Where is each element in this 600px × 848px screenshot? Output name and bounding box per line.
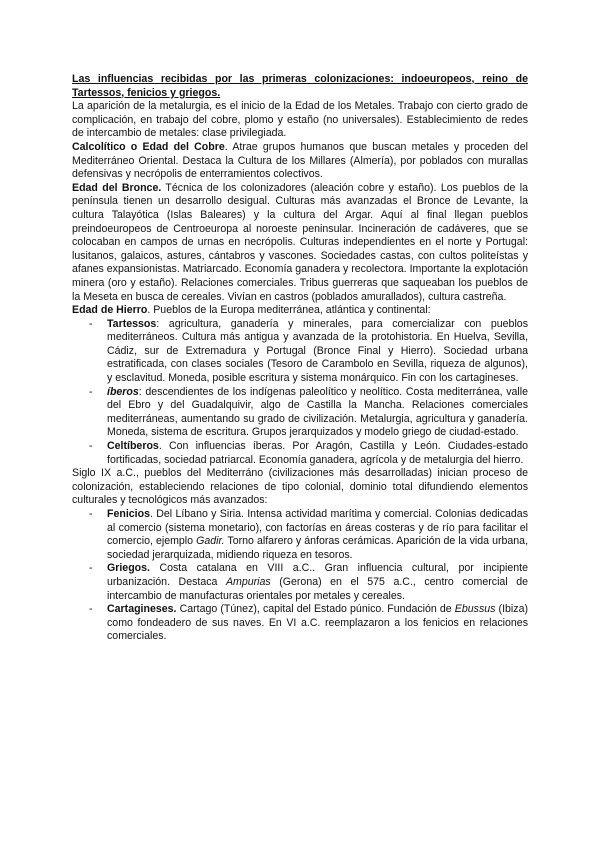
list-item-name: Celtíberos <box>107 440 159 453</box>
list-item-text: : descendientes de los indígenas paleolítico y neolítico. Costa mediterránea, valle del Ebro y del Guadalquivir, algo de Castilla la Mancha. Relaciones comerciales mediterráneas, aumentando su grado de civilización. Metalurgia, agricultura y ganadería. Moneda, sistema de escritura. Grupos jerarquizados y modelo griego de ciudad-estado. <box>107 385 528 439</box>
list-item-name: Tartessos <box>107 317 157 330</box>
list-item-name: Griegos. <box>107 562 150 575</box>
list-item-text: Torno alfarero y ánforas cerámicas. Aparición de la vida urbana, sociedad jerarquizada, midiendo riqueza en tesoros. <box>107 535 529 561</box>
list-item-italic: Ampurias <box>225 575 271 588</box>
list-item-text: . Del Líbano y Siria. Intensa actividad marítima y comercial. Colonias dedicadas al comercio (sistema monetario), con factorías en áreas costeras y de río para facilitar el comercio, ejemplo <box>107 508 528 548</box>
hierro-heading: Edad de Hierro <box>72 304 148 317</box>
list-item-name: íberos <box>107 385 139 398</box>
list-item-text: Costa catalana en VIII a.C.. Gran influencia cultural, por incipiente urbanización. Destaca <box>107 562 528 588</box>
list-item <box>72 508 528 562</box>
intro-paragraph: La aparición de la metalurgia, es el inicio de la Edad de los Metales. Trabajo con cierto grado de complicación, en trabajo del cobre, plomo y estaño (no universales). Establecimiento de redes de intercambio de metales: clase privilegiada. <box>72 100 528 140</box>
hierro-paragraph <box>72 304 528 318</box>
list-item <box>72 318 528 386</box>
list-item-text: (Gerona) en el 575 a.C., centro comercial de intercambio de manufacturas orientales por metales y cereales. <box>107 575 528 602</box>
list-item <box>72 386 528 440</box>
bronce-text: Técnica de los colonizadores (aleación cobre y estaño). Los pueblos de la península tienen un desarrollo desigual. Culturas más avanzadas el Bronce de Levante, la cultura Talayótica (Islas Baleares) y la cultura del Argar. Aquí al final llegan pueblos preindoeuropeos de Centroeuropa al noroeste peninsular. Incineración de cadáveres, que se colocaban en campos de urnas en necrópolis. Culturas independientes en el norte y Portugal: lusitanos, galaicos, astures, cántabros y vascones. Sociedades castas, con cultos politeístas y afanes expansionistas. Matriarcado. Economía ganadera y recolectora. Importante la explotación minera (oro y estaño). Relaciones comerciales. Tribus guerreras que saqueaban los pueblos de la Meseta en busca de cereales. Vivían en castros (poblados amurallados), cultura castreña. <box>72 181 528 303</box>
colonizadores-list <box>72 508 528 644</box>
list-item <box>72 562 528 603</box>
document-title: Las influencias recibidas por las primeras colonizaciones: indoeuropeos, reino de Tartessos, fenicios y griegos. <box>72 73 528 99</box>
calcolitico-text: . Atrae grupos humanos que buscan metales y proceden del Mediterráneo Oriental. Destaca la Cultura de los Millares (Almería), por poblados con murallas defensivas y necrópolis de enterramientos colectivos. <box>72 140 528 181</box>
list-item <box>72 603 528 644</box>
list-item-text: : agricultura, ganadería y minerales, para comercializar con pueblos mediterráneos. Cultura más antigua y avanzada de la protohistoria. En Huelva, Sevilla, Cádiz, sur de Extremadura y Portugal (Bronce Final y Hierro). Sociedad urbana estratificada, con clases sociales (Tesoro de Carambolo en Sevilla, riqueza de algunos), y esclavitud. Moneda, posible escritura y sistema monárquico. Fin con los cartagineses. <box>107 317 528 385</box>
calcolitico-heading: Calcolítico o Edad del Cobre <box>72 140 225 153</box>
hierro-text: . Pueblos de la Europa mediterránea, atlántica y continental: <box>147 304 431 317</box>
list-item-text: . Con influencias íberas. Por Aragón, Castilla y León. Ciudades-estado fortificadas, sociedad patriarcal. Economía ganadera, agrícola y de metalurgia del hierro. <box>107 440 528 466</box>
bronce-paragraph <box>72 182 528 304</box>
list-item-text: (Ibiza) como fondeadero de sus naves. En VI a.C. reemplazaron a los fenicios en relaciones comerciales. <box>107 603 528 643</box>
document-page <box>72 73 528 644</box>
hierro-list <box>72 318 528 468</box>
list-item <box>72 440 528 467</box>
siglo-ix-paragraph: Siglo IX a.C., pueblos del Mediterráno (civilizaciones más desarrolladas) inician proceso de colonización, estableciendo relaciones de tipo colonial, dominio total difundiendo elementos culturales y tecnológicos más avanzados: <box>72 467 528 507</box>
list-item-name: Cartagineses. <box>107 603 177 616</box>
list-item-italic: Ebussus <box>454 603 496 616</box>
bronce-heading: Edad del Bronce. <box>72 181 162 194</box>
list-item-name: Fenicios <box>107 508 150 520</box>
list-item-italic: Gadir. <box>196 535 225 548</box>
list-item-text: Cartago (Túnez), capital del Estado púnico. Fundación de <box>176 603 455 616</box>
calcolitico-paragraph <box>72 141 528 182</box>
